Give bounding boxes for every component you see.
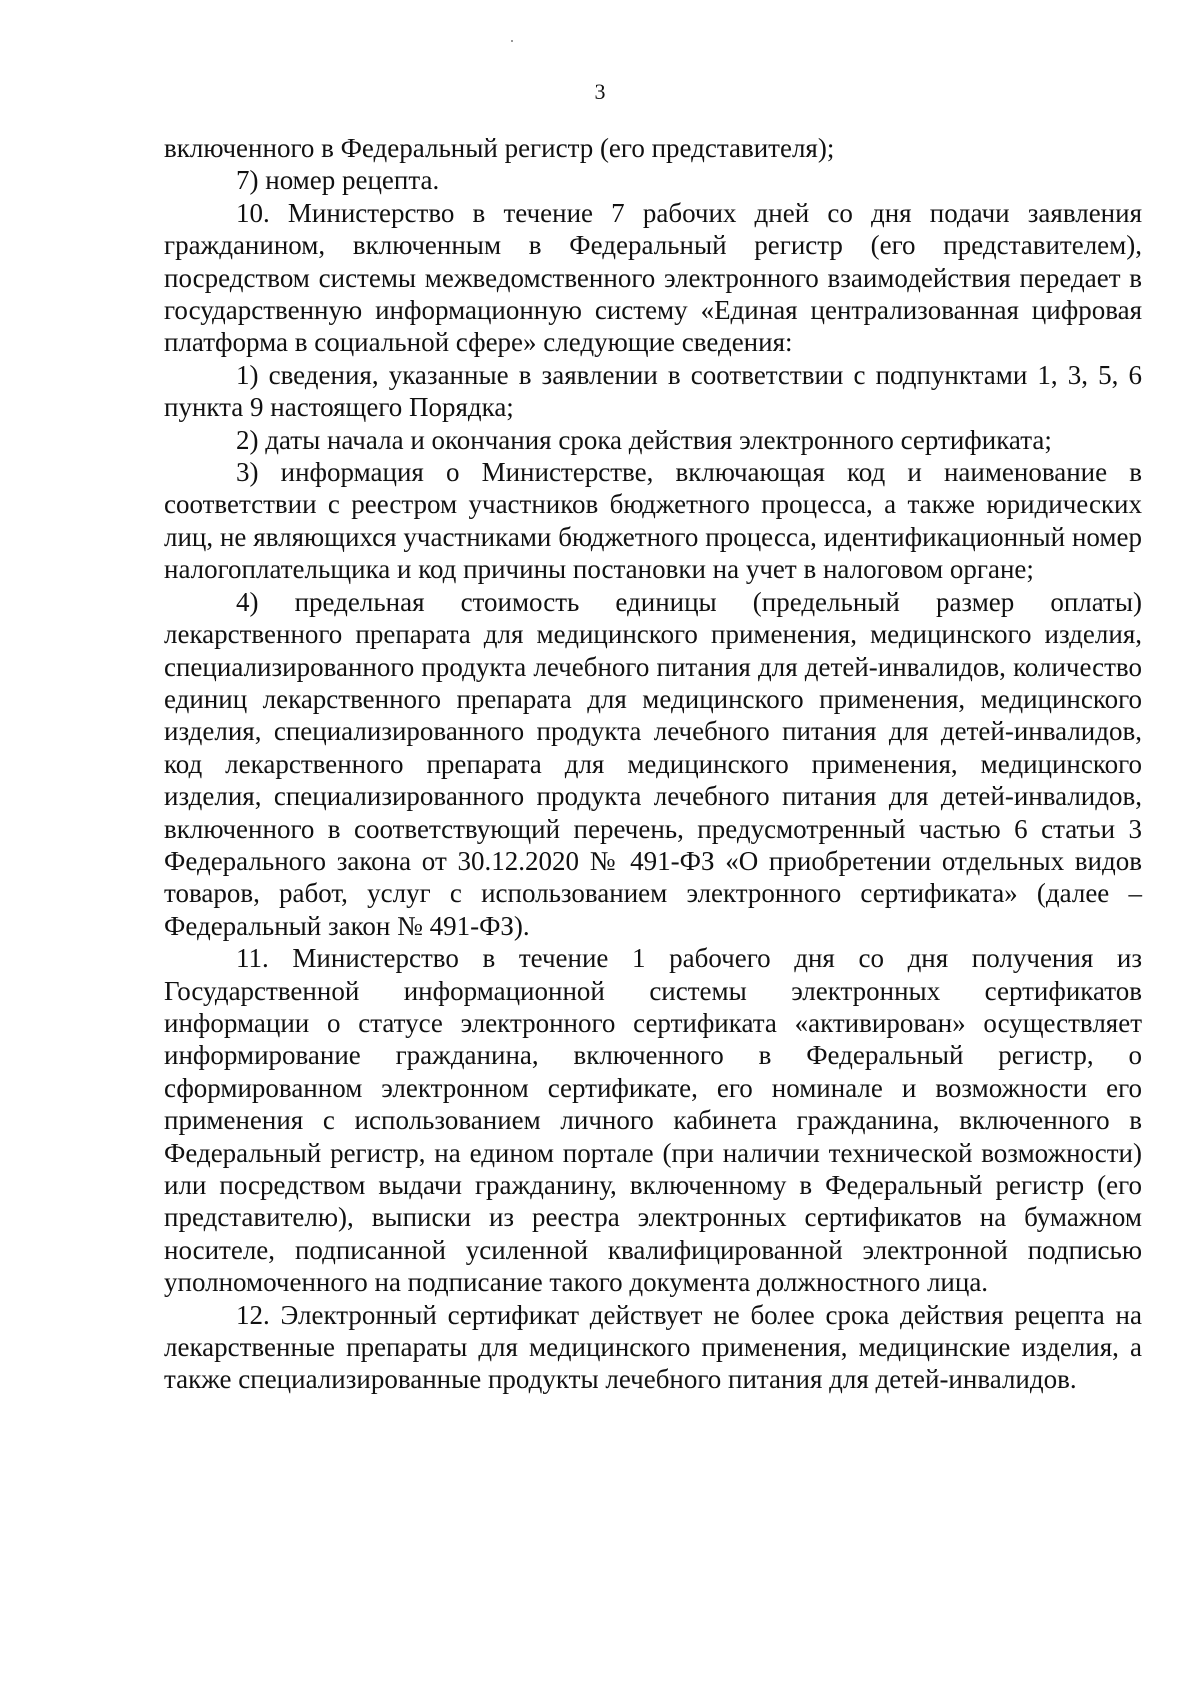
paragraph-item-2: 2) даты начала и окончания срока действия электронного сертификата; — [236, 424, 1052, 455]
paragraph-section-11: 11. Министерство в течение 1 рабочего дня со дня получения из Государственной информационной системы электронных сертификатов информации о статусе электронного сертификата «активирован» осуществляет информирование гражданина, включенного в Федеральный регистр, о сформированном электронном сертификате, его номинале и возможности его применения с использованием личного кабинета гражданина, включенного в Федеральный регистр, на едином портале (при наличии технической возможности) или посредством выдачи гражданину, включенному в Федеральный регистр (его представителю), выписки из реестра электронных сертификатов на бумажном носителе, подписанной усиленной квалифицированной электронной подписью уполномоченного на подписание такого документа должностного лица. — [164, 943, 1142, 1298]
paragraph-item-4: 4) предельная стоимость единицы (предельный размер оплаты) лекарственного препарата для медицинского применения, медицинского изделия, специализированного продукта лечебного питания для детей-инвалидов, количество единиц лекарственного препарата для медицинского применения, медицинского изделия, специализированного продукта лечебного питания для детей-инвалидов, код лекарственного препарата для медицинского применения, медицинского изделия, специализированного продукта лечебного питания для детей-инвалидов, включенного в соответствующий перечень, предусмотренный частью 6 статьи 3 Федерального закона от 30.12.2020 № 491-ФЗ «О приобретении отдельных видов товаров, работ, услуг с использованием электронного сертификата» (далее – Федеральный закон № 491-ФЗ). — [164, 586, 1142, 941]
paragraph-continuation: включенного в Федеральный регистр (его представителя); — [164, 133, 835, 163]
paragraph-section-10: 10. Министерство в течение 7 рабочих дней со дня подачи заявления гражданином, включенным в Федеральный регистр (его представителем), посредством системы межведомственного электронного взаимодействия передает в государственную информационную систему «Единая централизованная цифровая платформа в социальной сфере» следующие сведения: — [164, 197, 1142, 358]
scan-speck — [511, 40, 513, 42]
page-number: 3 — [594, 79, 606, 104]
paragraph-item-1: 1) сведения, указанные в заявлении в соответствии с подпунктами 1, 3, 5, 6 пункта 9 настоящего Порядка; — [164, 359, 1142, 423]
document-body — [164, 132, 1142, 1396]
paragraph-section-12: 12. Электронный сертификат действует не более срока действия рецепта на лекарственные препараты для медицинского применения, медицинские изделия, а также специализированные продукты лечебного питания для детей-инвалидов. — [164, 1299, 1142, 1395]
paragraph-item-7: 7) номер рецепта. — [236, 165, 440, 196]
paragraph-item-3: 3) информация о Министерстве, включающая код и наименование в соответствии с реестром участников бюджетного процесса, а также юридических лиц, не являющихся участниками бюджетного процесса, идентификационный номер налогоплательщика и код причины постановки на учет в налоговом органе; — [164, 457, 1142, 585]
